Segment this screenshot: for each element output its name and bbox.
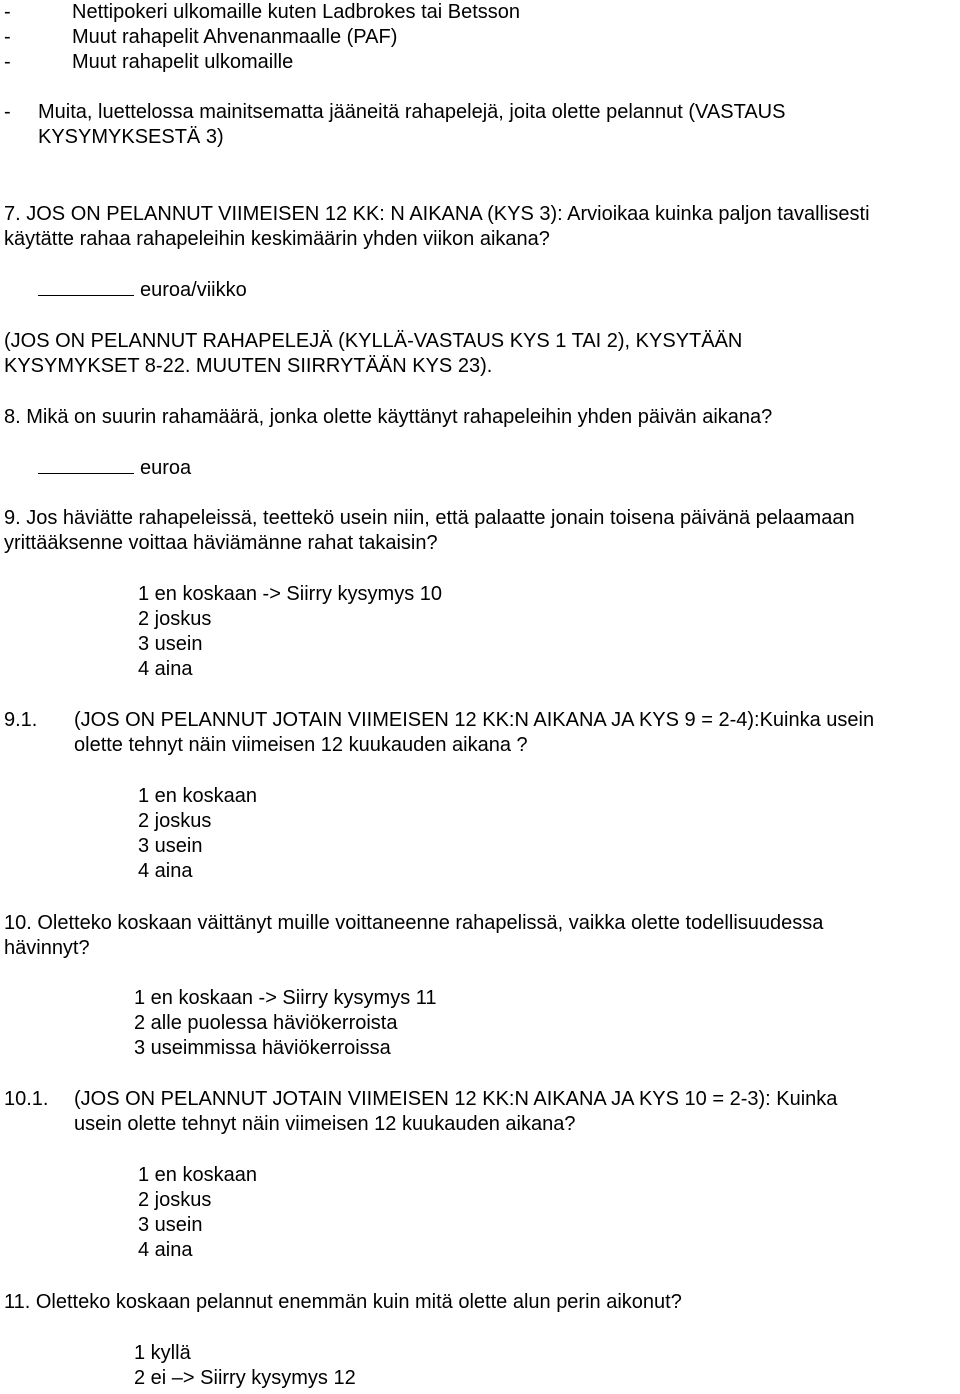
bullet-dash: - — [4, 1, 11, 23]
question-7: 7. JOS ON PELANNUT VIIMEISEN 12 KK: N AIKANA (KYS 3): Arvioikaa kuinka paljon tavallisesti — [4, 203, 870, 225]
question-9-1-cont: olette tehnyt näin viimeisen 12 kuukauden aikana ? — [74, 734, 528, 756]
option: 4 aina — [138, 1239, 193, 1261]
question-10-cont: hävinnyt? — [4, 937, 90, 959]
option: 2 joskus — [138, 1189, 212, 1211]
question-7-cont: käytätte rahaa rahapeleihin keskimäärin yhden viikon aikana? — [4, 228, 550, 250]
question-number: 10.1. — [4, 1088, 49, 1110]
answer-7 — [38, 277, 247, 303]
option: 2 joskus — [138, 608, 212, 630]
option: 3 usein — [138, 835, 203, 857]
option: 1 en koskaan — [138, 1164, 257, 1186]
answer-8 — [38, 455, 191, 481]
bullet-item: Nettipokeri ulkomaille kuten Ladbrokes tai Betsson — [72, 1, 521, 23]
question-10-1-cont: usein olette tehnyt näin viimeisen 12 kuukauden aikana? — [74, 1113, 576, 1135]
option: 2 ei –> Siirry kysymys 12 — [134, 1367, 356, 1389]
option: 2 alle puolessa häviökerroista — [134, 1012, 398, 1034]
option: 3 usein — [138, 633, 203, 655]
option: 2 joskus — [138, 810, 212, 832]
question-9: 9. Jos häviätte rahapeleissä, teettekö usein niin, että palaatte jonain toisena päivänä pelaamaan — [4, 507, 855, 529]
bullet-item: Muut rahapelit ulkomaille — [72, 51, 294, 73]
option: 3 useimmissa häviökerroissa — [134, 1037, 391, 1059]
option: 1 en koskaan -> Siirry kysymys 10 — [138, 583, 442, 605]
option: 3 usein — [138, 1214, 203, 1236]
question-number: 9.1. — [4, 709, 38, 731]
question-10: 10. Oletteko koskaan väittänyt muille voittaneenne rahapelissä, vaikka olette todellisuudessa — [4, 912, 824, 934]
option: 1 kyllä — [134, 1342, 191, 1364]
bullet-dash: - — [4, 26, 11, 48]
option: 4 aina — [138, 658, 193, 680]
unit-label: euroa — [140, 457, 192, 479]
instruction: (JOS ON PELANNUT RAHAPELEJÄ (KYLLÄ-VASTAUS KYS 1 TAI 2), KYSYTÄÄN — [4, 330, 743, 352]
question-10-1: (JOS ON PELANNUT JOTAIN VIIMEISEN 12 KK:N AIKANA JA KYS 10 = 2-3): Kuinka — [74, 1088, 838, 1110]
bullet-item-continuation: KYSYMYKSESTÄ 3) — [38, 126, 224, 148]
instruction-cont: KYSYMYKSET 8-22. MUUTEN SIIRRYTÄÄN KYS 23). — [4, 355, 493, 377]
bullet-item: Muut rahapelit Ahvenanmaalle (PAF) — [72, 26, 398, 48]
option: 4 aina — [138, 860, 193, 882]
bullet-dash: - — [4, 51, 11, 73]
bullet-item: Muita, luettelossa mainitsematta jääneitä rahapelejä, joita olette pelannut (VASTAUS — [38, 101, 786, 123]
option: 1 en koskaan — [138, 785, 257, 807]
question-8: 8. Mikä on suurin rahamäärä, jonka olette käyttänyt rahapeleihin yhden päivän aikana? — [4, 406, 773, 428]
question-9-1: (JOS ON PELANNUT JOTAIN VIIMEISEN 12 KK:N AIKANA JA KYS 9 = 2-4):Kuinka usein — [74, 709, 875, 731]
answer-blank[interactable] — [38, 455, 134, 474]
bullet-dash: - — [4, 101, 11, 123]
question-11: 11. Oletteko koskaan pelannut enemmän kuin mitä olette alun perin aikonut? — [4, 1291, 682, 1313]
question-9-cont: yrittääksenne voittaa häviämänne rahat takaisin? — [4, 532, 438, 554]
option: 1 en koskaan -> Siirry kysymys 11 — [134, 987, 437, 1009]
unit-label: euroa/viikko — [140, 279, 247, 301]
answer-blank[interactable] — [38, 277, 134, 296]
